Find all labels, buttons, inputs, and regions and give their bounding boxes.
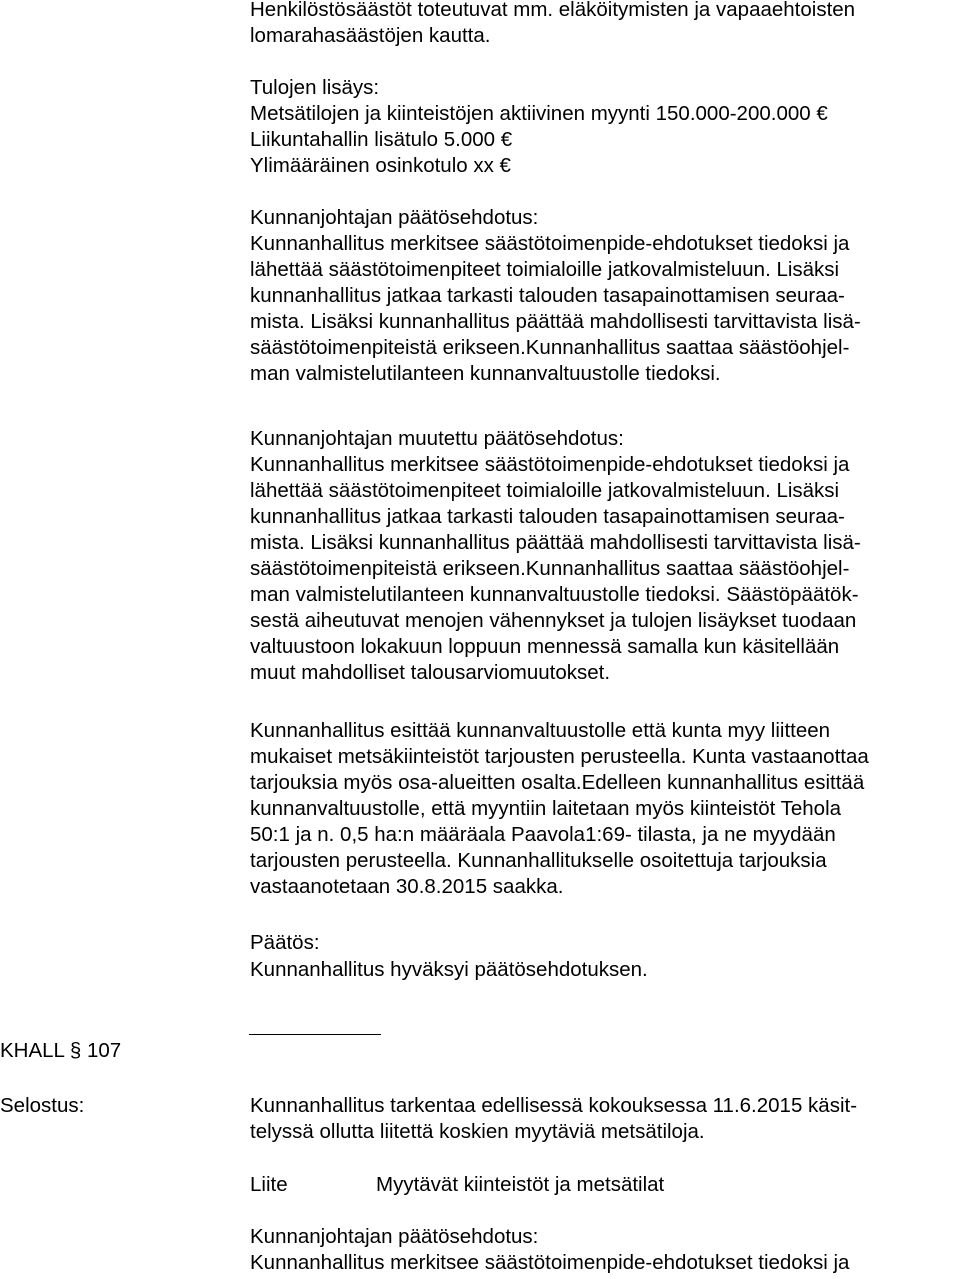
- selostus-label: Selostus:: [0, 1094, 85, 1117]
- amended-line: muut mahdolliset talousarviomuutokset.: [250, 661, 611, 684]
- decision-text: Kunnanhallitus hyväksyi päätösehdotuksen.: [250, 958, 648, 981]
- intro-line: Henkilöstösäästöt toteutuvat mm. eläköitymisten ja vapaaehtoisten: [250, 0, 856, 21]
- proposal-heading: Kunnanjohtajan päätösehdotus:: [250, 206, 539, 229]
- amended-line: mista. Lisäksi kunnanhallitus päättää mahdollisesti tarvittavista lisä-: [250, 531, 861, 554]
- council-line: tarjouksia myös osa-alueitten osalta.Edelleen kunnanhallitus esittää: [250, 771, 865, 794]
- amended-line: valtuustoon lokakuun loppuun mennessä samalla kun käsitellään: [250, 635, 840, 658]
- council-line: kunnanvaltuustolle, että myyntiin laitetaan myös kiinteistöt Tehola: [250, 797, 842, 820]
- amended-line: kunnanhallitus jatkaa tarkasti talouden tasapainottamisen seuraa-: [250, 505, 845, 528]
- decision-heading: Päätös:: [250, 931, 320, 954]
- intro-line: lomarahasäästöjen kautta.: [250, 24, 491, 47]
- proposal-line: säästötoimenpiteistä erikseen.Kunnanhallitus saattaa säästöohjel-: [250, 336, 850, 359]
- amended-heading: Kunnanjohtajan muutettu päätösehdotus:: [250, 427, 624, 450]
- proposal-line: kunnanhallitus jatkaa tarkasti talouden tasapainottamisen seuraa-: [250, 284, 845, 307]
- item-code: KHALL § 107: [0, 1039, 122, 1062]
- amended-line: lähettää säästötoimenpiteet toimialoille jatkovalmisteluun. Lisäksi: [250, 479, 840, 502]
- income-heading: Tulojen lisäys:: [250, 76, 380, 99]
- selostus-line: telyssä ollutta liitettä koskien myytäviä metsätiloja.: [250, 1120, 705, 1143]
- council-line: Kunnanhallitus esittää kunnanvaltuustolle että kunta myy liitteen: [250, 719, 831, 742]
- amended-line: säästötoimenpiteistä erikseen.Kunnanhallitus saattaa säästöohjel-: [250, 557, 850, 580]
- proposal-line: Kunnanhallitus merkitsee säästötoimenpide-ehdotukset tiedoksi ja: [250, 232, 850, 255]
- proposal-line: mista. Lisäksi kunnanhallitus päättää mahdollisesti tarvittavista lisä-: [250, 310, 861, 333]
- income-line: Ylimääräinen osinkotulo xx €: [250, 154, 511, 177]
- council-line: vastaanotetaan 30.8.2015 saakka.: [250, 875, 564, 898]
- attachment-label: Liite: [250, 1173, 288, 1196]
- income-line: Metsätilojen ja kiinteistöjen aktiivinen myynti 150.000-200.000 €: [250, 102, 828, 125]
- proposal-line: lähettää säästötoimenpiteet toimialoille jatkovalmisteluun. Lisäksi: [250, 258, 840, 281]
- council-line: mukaiset metsäkiinteistöt tarjousten perusteella. Kunta vastaanottaa: [250, 745, 869, 768]
- proposal-line: man valmistelutilanteen kunnanvaltuustolle tiedoksi.: [250, 362, 721, 385]
- amended-line: sestä aiheutuvat menojen vähennykset ja tulojen lisäykset tuodaan: [250, 609, 857, 632]
- section-divider: [249, 1034, 381, 1035]
- item-proposal-line: Kunnanhallitus merkitsee säästötoimenpide-ehdotukset tiedoksi ja: [250, 1251, 850, 1274]
- attachment-title: Myytävät kiinteistöt ja metsätilat: [376, 1173, 665, 1196]
- item-proposal-heading: Kunnanjohtajan päätösehdotus:: [250, 1225, 539, 1248]
- amended-line: Kunnanhallitus merkitsee säästötoimenpide-ehdotukset tiedoksi ja: [250, 453, 850, 476]
- amended-line: man valmistelutilanteen kunnanvaltuustolle tiedoksi. Säästöpäätök-: [250, 583, 859, 606]
- selostus-line: Kunnanhallitus tarkentaa edellisessä kokouksessa 11.6.2015 käsit-: [250, 1094, 858, 1117]
- council-line: 50:1 ja n. 0,5 ha:n määräala Paavola1:69- tilasta, ja ne myydään: [250, 823, 836, 846]
- council-line: tarjousten perusteella. Kunnanhallitukselle osoitettuja tarjouksia: [250, 849, 827, 872]
- income-line: Liikuntahallin lisätulo 5.000 €: [250, 128, 513, 151]
